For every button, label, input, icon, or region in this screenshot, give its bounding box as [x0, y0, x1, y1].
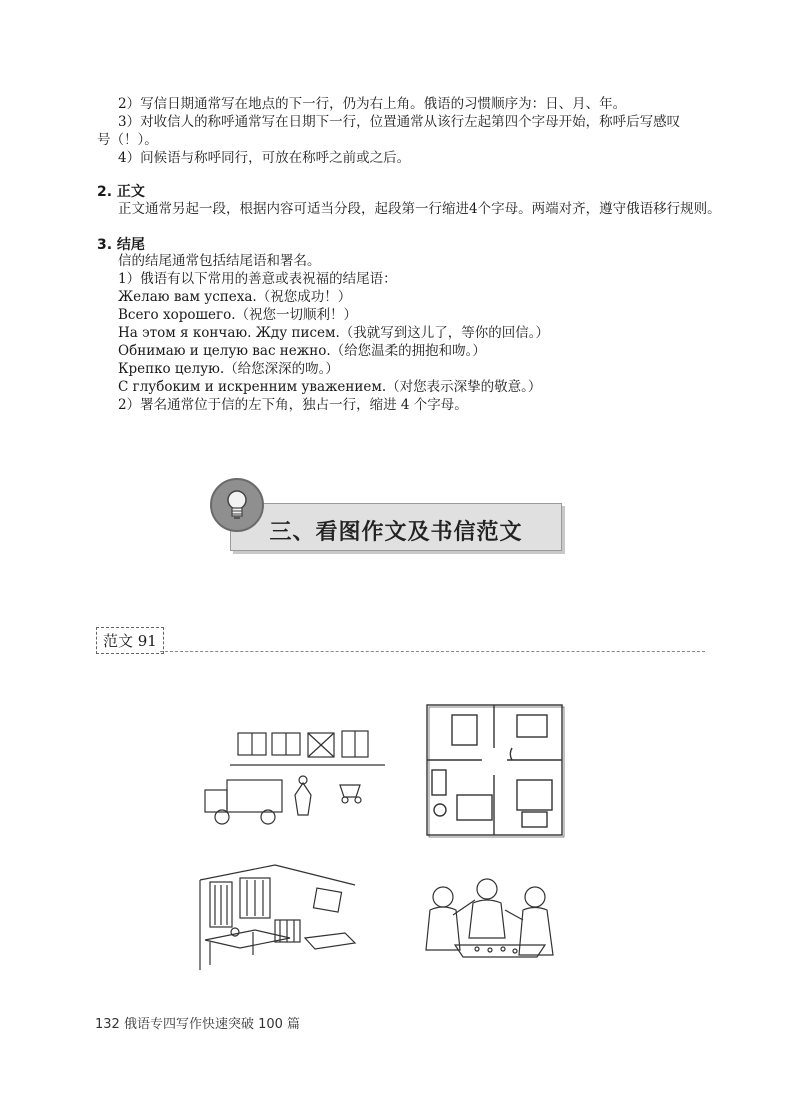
sample-label: 范文 91: [96, 627, 164, 654]
moving-truck-illustration: [200, 725, 395, 835]
text-line: Крепко целую.（给您深深的吻。）: [118, 361, 339, 377]
text-line: 4）问候语与称呼同行，可放在称呼之前或之后。: [118, 150, 411, 166]
paragraph: 正文通常另起一段，根据内容可适当分段，起段第一行缩进4个字母。两端对齐，遵守俄语移行规则。: [118, 201, 721, 217]
text-line: На этом я кончаю. Жду писем.（我就写到这儿了，等你的回信。）: [118, 325, 550, 341]
text-line: Всего хорошего.（祝您一切顺利！）: [118, 307, 358, 323]
lightbulb-icon: [210, 478, 264, 532]
text-line: 2）署名通常位于信的左下角，独占一行，缩进 4 个字母。: [118, 397, 468, 413]
text-line: 信的结尾通常包括结尾语和署名。: [118, 253, 321, 269]
section-title: 3. 结尾: [97, 237, 145, 253]
page-footer: 132 俄语专四写作快速突破 100 篇: [95, 1017, 301, 1032]
text-line: 3）对收信人的称呼通常写在日期下一行，位置通常从该行左起第四个字母开始，称呼后写感叹: [118, 114, 681, 130]
section-title: 2. 正文: [97, 184, 145, 200]
divider: [160, 651, 705, 652]
text-line: С глубоким и искренним уважением.（对您表示深挚的敬意。）: [118, 379, 542, 395]
text-line: 2）写信日期通常写在地点的下一行，仍为右上角。俄语的习惯顺序为：日、月、年。: [118, 96, 627, 112]
text-line: Желаю вам успеха.（祝您成功！）: [118, 289, 352, 305]
banner-title: 三、看图作文及书信范文: [269, 520, 523, 545]
text-line: 1）俄语有以下常用的善意或表祝福的结尾语：: [118, 271, 397, 287]
text-line: Обнимаю и целую вас нежно.（给您温柔的拥抱和吻。）: [118, 343, 486, 359]
empty-room-illustration: [195, 860, 360, 975]
section-banner: [230, 503, 562, 551]
text-line: 号（！）。: [97, 132, 158, 148]
apartment-floorplan-illustration: [422, 700, 567, 840]
people-at-table-illustration: [415, 875, 565, 965]
